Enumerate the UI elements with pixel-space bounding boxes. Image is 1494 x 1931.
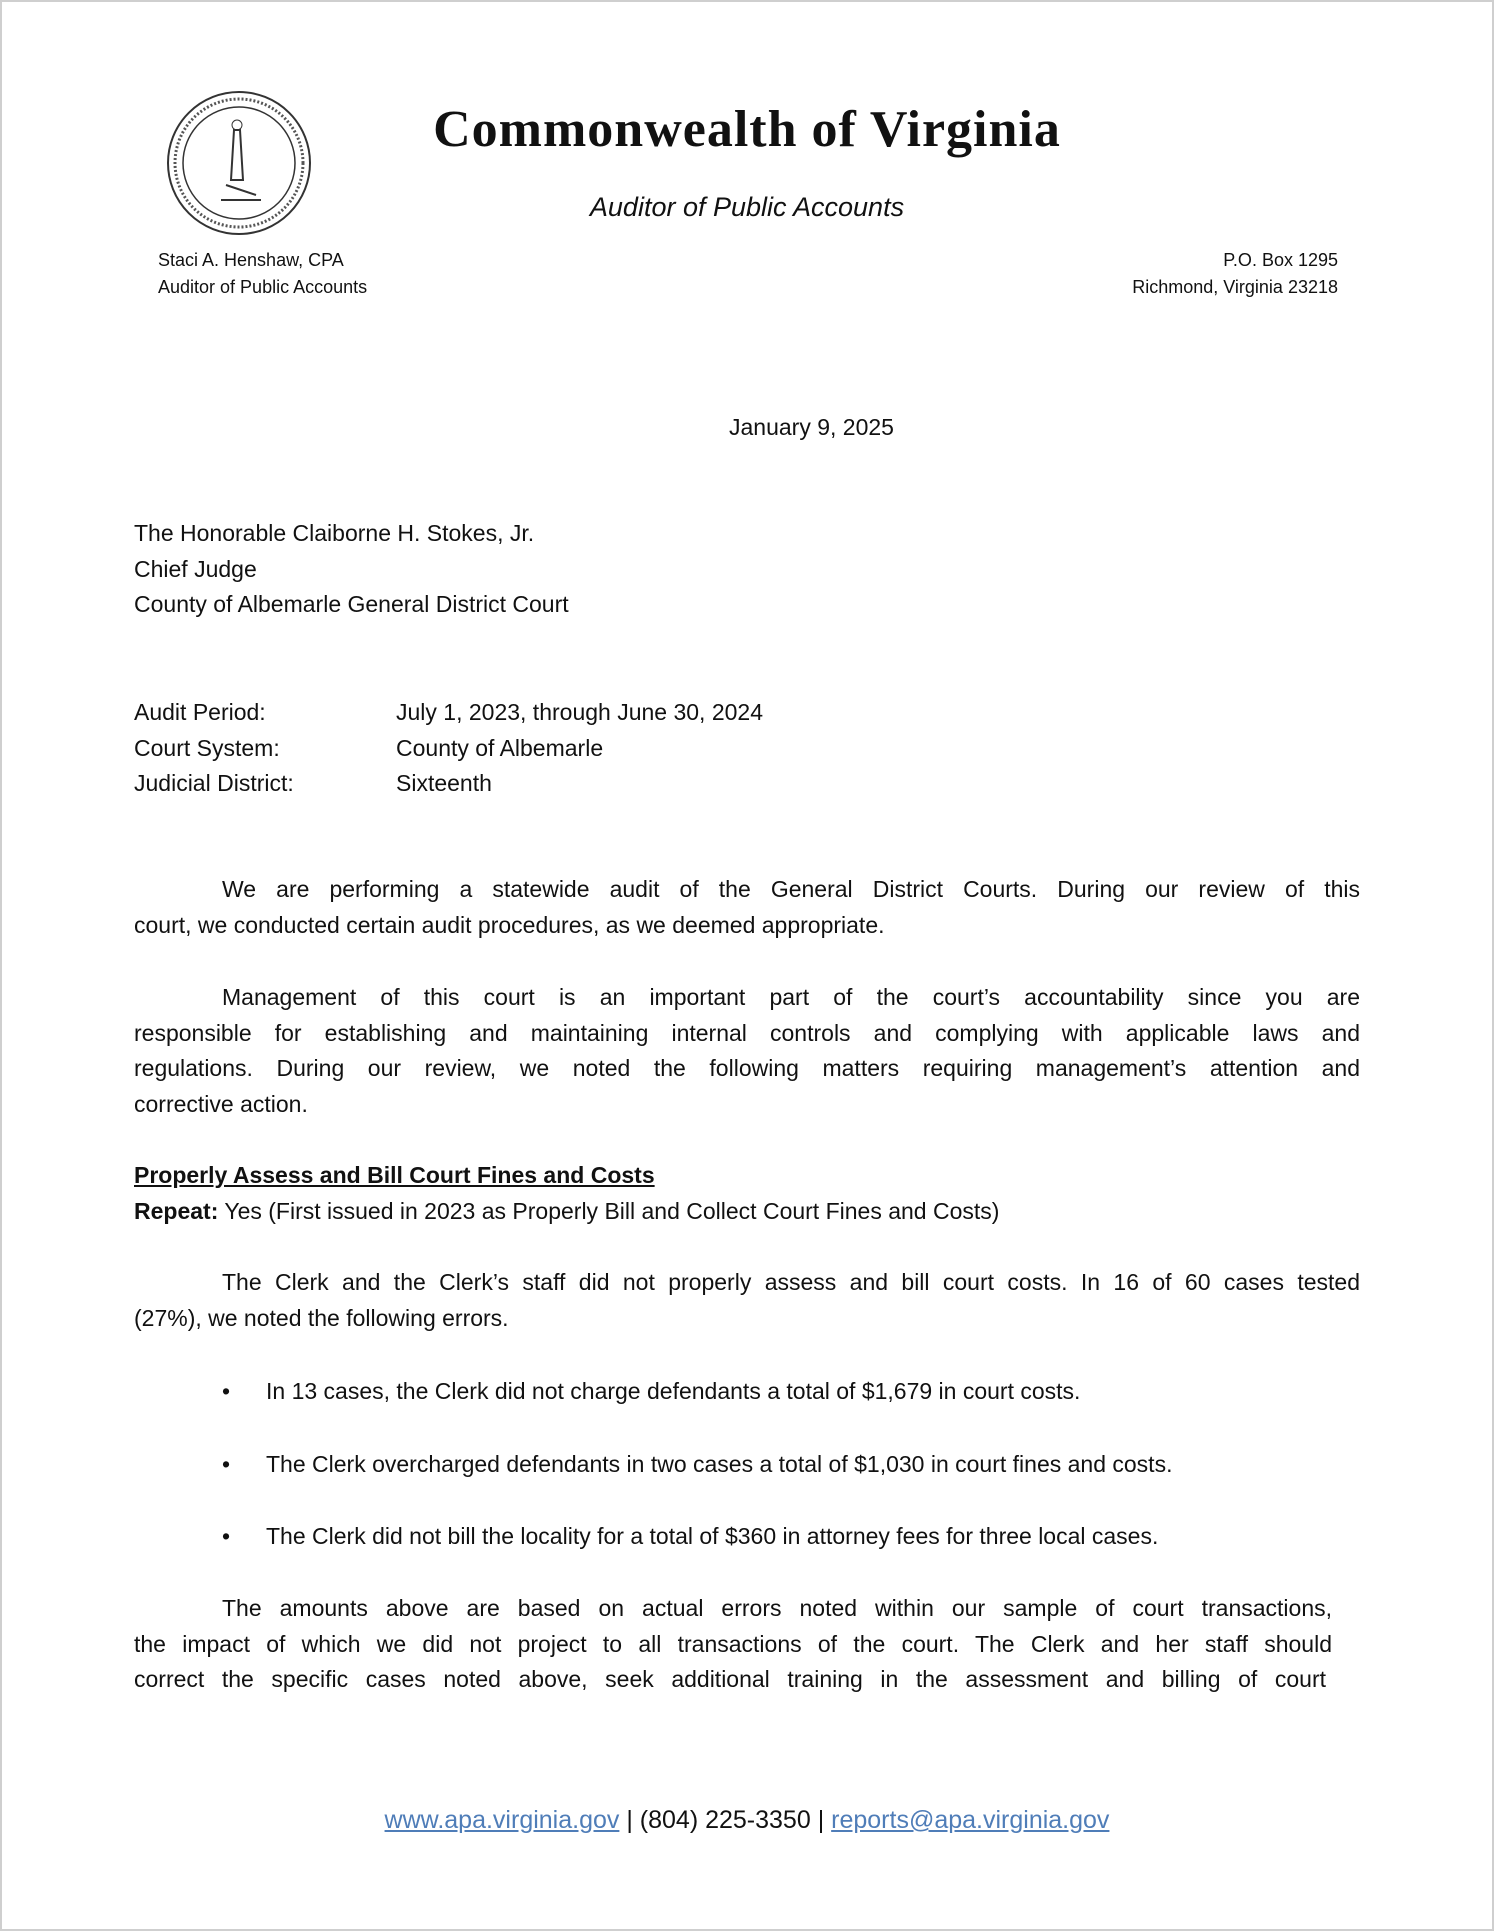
bullet-item — [222, 1374, 1080, 1410]
audit-value: Sixteenth — [396, 770, 492, 797]
letterhead-title: Commonwealth of Virginia — [433, 101, 1061, 158]
addressee-title: Chief Judge — [134, 555, 257, 582]
paragraph-line: The Clerk and the Clerk’s staff did not properly assess and bill court costs. In 16 of 60 cases tested — [222, 1269, 1360, 1295]
paragraph-line: We are performing a statewide audit of the General District Courts. During our review of this — [222, 876, 1360, 902]
audit-value: July 1, 2023, through June 30, 2024 — [396, 699, 764, 725]
audit-label: Judicial District: — [134, 770, 294, 797]
audit-value: County of Albemarle — [396, 734, 604, 761]
paragraph-line: responsible for establishing and maintaining internal controls and complying with applicable laws and — [134, 1019, 1360, 1046]
audit-row — [134, 766, 763, 802]
finding-heading: Properly Assess and Bill Court Fines and Costs — [134, 1162, 655, 1188]
bullet-text: In 13 cases, the Clerk did not charge defendants a total of $1,679 in court costs. — [266, 1378, 1081, 1404]
audit-label: Court System: — [134, 734, 280, 761]
audit-row — [134, 695, 763, 731]
email-link[interactable]: reports@apa.virginia.gov — [831, 1806, 1110, 1834]
bullet-item — [222, 1447, 1172, 1483]
footer — [0, 1806, 1494, 1835]
paragraph-line: (27%), we noted the following errors. — [134, 1304, 509, 1331]
website-link[interactable]: www.apa.virginia.gov — [384, 1806, 620, 1834]
bullet-text: The Clerk did not bill the locality for a total of $360 in attorney fees for three local cases. — [266, 1523, 1159, 1549]
addressee-block — [134, 516, 569, 623]
paragraph-errors — [134, 1265, 1360, 1336]
auditor-block — [158, 247, 367, 301]
paragraph-line: correct the specific cases noted above, seek additional training in the assessment and billing of court — [134, 1666, 1326, 1693]
paragraph-amounts — [134, 1591, 1332, 1698]
separator: | — [810, 1806, 832, 1834]
addressee-court: County of Albemarle General District Court — [134, 591, 569, 618]
repeat-label: Repeat: — [134, 1197, 219, 1224]
paragraph-line: Management of this court is an important part of the court’s accountability since you are — [222, 984, 1360, 1010]
audit-info — [134, 695, 763, 802]
finding-repeat — [134, 1194, 999, 1230]
auditor-title: Auditor of Public Accounts — [158, 277, 368, 297]
addressee-name: The Honorable Claiborne H. Stokes, Jr. — [134, 520, 535, 546]
paragraph-line: The amounts above are based on actual errors noted within our sample of court transactions, — [222, 1595, 1332, 1621]
address-block — [1132, 247, 1338, 301]
separator: | — [619, 1806, 640, 1834]
city-state-zip: Richmond, Virginia 23218 — [1132, 277, 1338, 297]
paragraph-line: the impact of which we did not project to all transactions of the court. The Clerk and her staff should — [134, 1630, 1332, 1657]
bullet-item — [222, 1519, 1158, 1555]
repeat-text: Yes (First issued in 2023 as Properly Bill and Collect Court Fines and Costs) — [218, 1197, 1000, 1224]
bullet-icon: • — [222, 1378, 231, 1404]
finding-header — [134, 1158, 999, 1229]
paragraph-line: court, we conducted certain audit procedures, as we deemed appropriate. — [134, 911, 885, 938]
letter-date: January 9, 2025 — [729, 414, 894, 440]
paragraph-line: regulations. During our review, we noted the following matters requiring management’s attention and — [134, 1055, 1360, 1082]
letterhead-subtitle: Auditor of Public Accounts — [589, 192, 905, 222]
phone-number: (804) 225-3350 — [639, 1806, 811, 1834]
bullet-icon: • — [222, 1523, 231, 1549]
bullet-icon: • — [222, 1451, 231, 1477]
paragraph-intro — [134, 872, 1360, 943]
audit-label: Audit Period: — [134, 699, 266, 725]
po-box: P.O. Box 1295 — [1223, 250, 1338, 270]
audit-row — [134, 731, 763, 767]
auditor-name: Staci A. Henshaw, CPA — [158, 250, 344, 270]
bullet-text: The Clerk overcharged defendants in two cases a total of $1,030 in court fines and costs. — [266, 1451, 1173, 1477]
paragraph-management — [134, 980, 1360, 1123]
paragraph-line: corrective action. — [134, 1091, 308, 1118]
